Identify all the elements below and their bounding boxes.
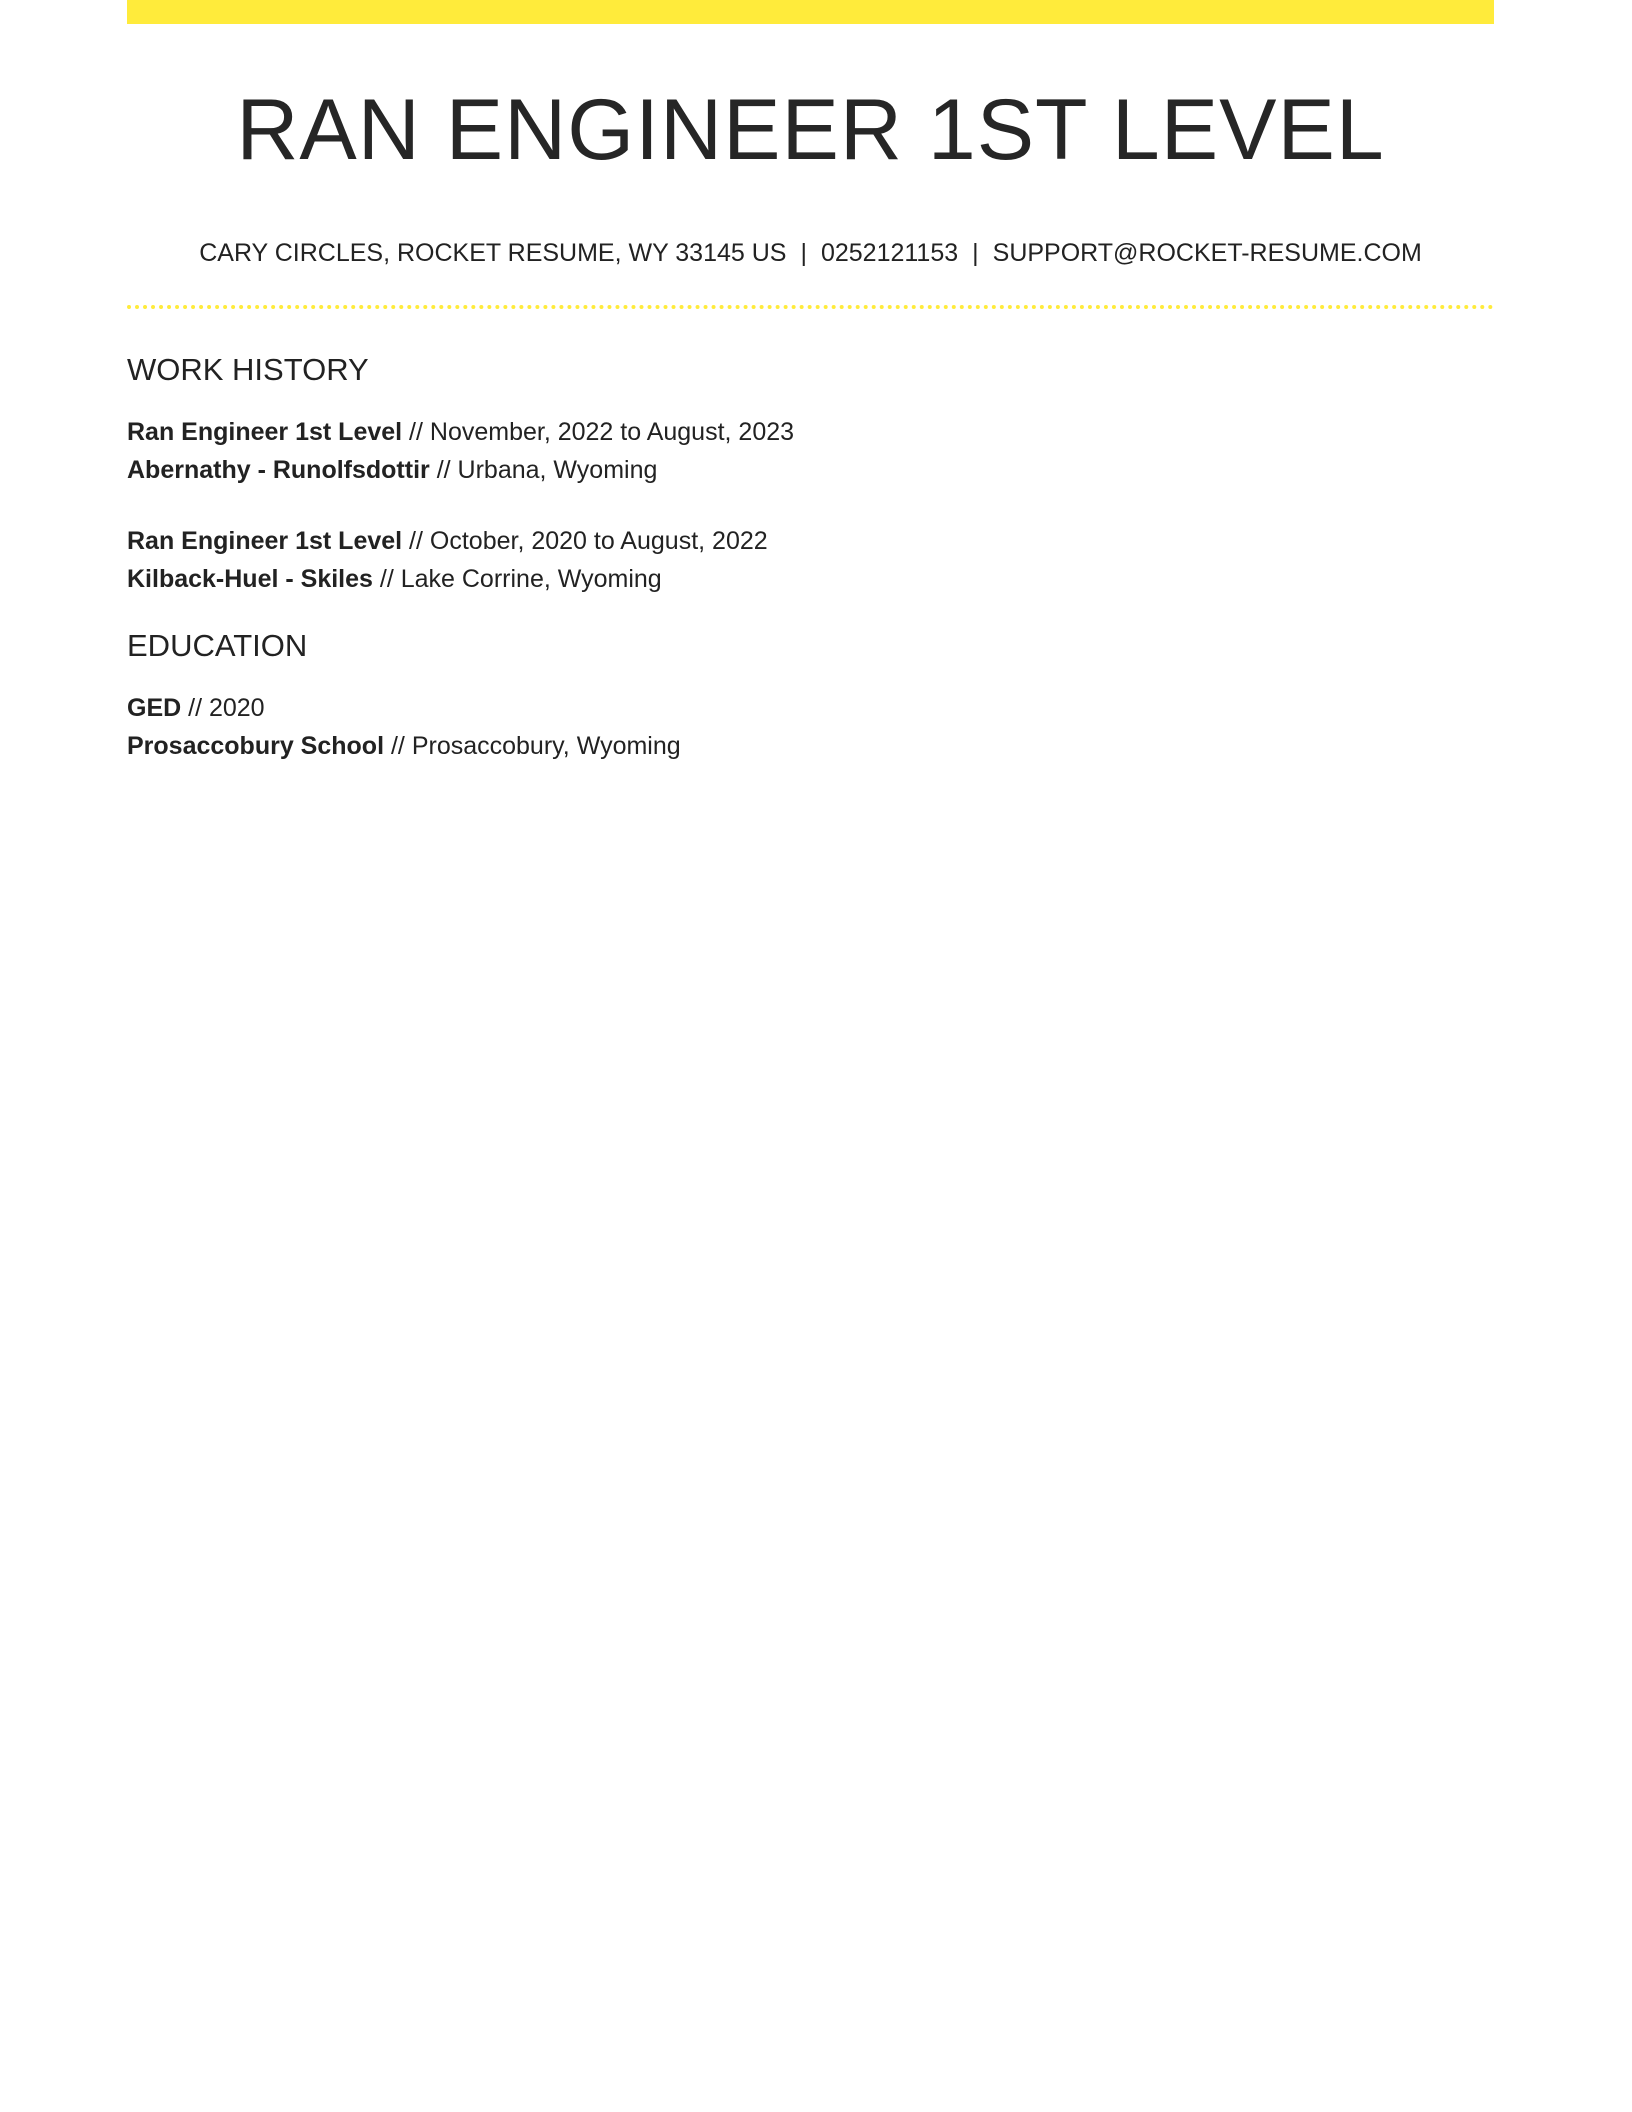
contact-separator: | <box>972 239 979 267</box>
job-company-line <box>127 562 662 596</box>
education-school: Prosaccobury School <box>127 732 385 760</box>
job-title-line <box>127 524 768 558</box>
contact-separator: | <box>800 239 807 267</box>
resume-page <box>127 0 1494 2112</box>
education-year: // 2020 <box>181 694 265 722</box>
job-company: Abernathy - Runolfsdottir <box>127 456 430 484</box>
contact-phone: 0252121153 <box>820 239 959 267</box>
contact-email: SUPPORT@ROCKET-RESUME.COM <box>992 239 1422 267</box>
job-location: // Urbana, Wyoming <box>429 456 658 484</box>
accent-top-bar <box>127 0 1494 24</box>
job-company: Kilback-Huel - Skiles <box>127 565 373 593</box>
education-location: // Prosaccobury, Wyoming <box>384 732 681 760</box>
dotted-divider <box>127 305 1494 309</box>
job-company-line <box>127 453 657 487</box>
education-school-line <box>127 729 681 763</box>
education-degree-line <box>127 691 265 725</box>
contact-address: CARY CIRCLES, ROCKET RESUME, WY 33145 US <box>199 239 787 267</box>
job-title-line <box>127 415 794 449</box>
job-role: Ran Engineer 1st Level <box>127 418 403 446</box>
education-heading: EDUCATION <box>127 628 308 663</box>
work-history-heading: WORK HISTORY <box>127 352 369 387</box>
job-dates: // October, 2020 to August, 2022 <box>402 527 768 555</box>
job-role: Ran Engineer 1st Level <box>127 527 403 555</box>
job-dates: // November, 2022 to August, 2023 <box>402 418 795 446</box>
contact-line <box>127 236 1494 270</box>
education-degree: GED <box>127 694 182 722</box>
resume-name: RAN ENGINEER 1ST LEVEL <box>236 82 1385 178</box>
job-location: // Lake Corrine, Wyoming <box>372 565 662 593</box>
